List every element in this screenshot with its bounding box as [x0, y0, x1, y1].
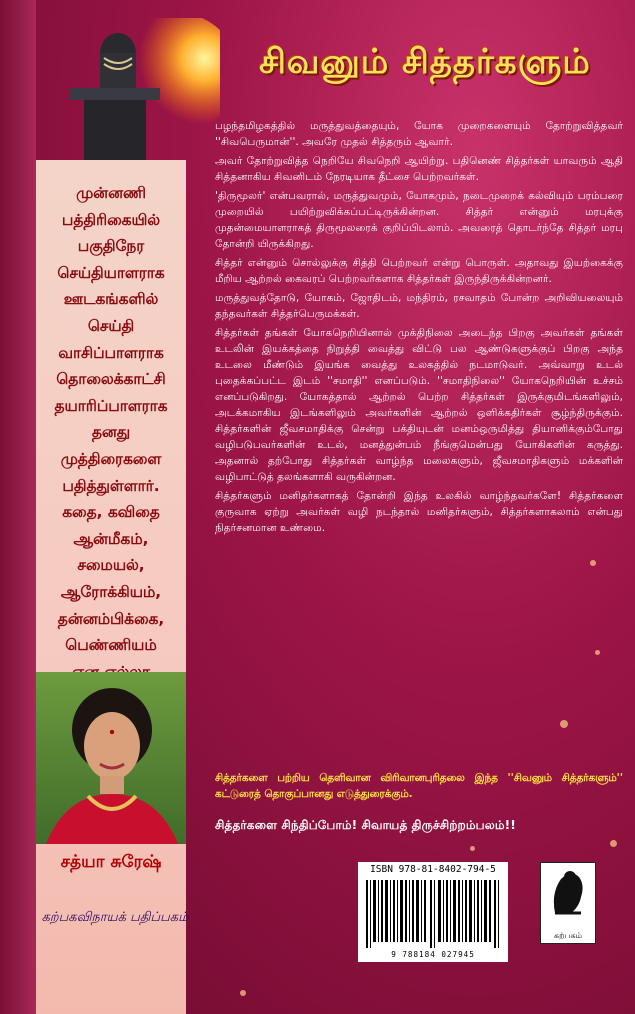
paragraph: சித்தர் என்னும் சொல்லுக்கு சித்தி பெற்றவர் என்று பொருள். அதாவது இயற்கைக்கு மீறிய ஆற்றல் கைவரப் பெற்றவர்களாக சித்தர்கள் இருந்திருக்கின்றனர். [215, 257, 623, 285]
sparkle [610, 840, 617, 847]
sparkle [240, 990, 246, 996]
sparkle [595, 650, 600, 655]
bio-line: பகுதிநேர [77, 237, 145, 256]
author-portrait-icon [36, 672, 186, 844]
left-edge-border [0, 0, 36, 1014]
isbn-label: ISBN 978-81-8402-794-5 [370, 864, 496, 875]
book-title: சிவனும் சித்தர்களும் [259, 42, 591, 82]
bio-line: தன்னம்பிக்கை, [57, 609, 165, 628]
paragraph: அவர் தோற்றுவித்த நெறியே சிவநெறி ஆயிற்று. பதினெண் சித்தர்கள் யாவரும் ஆதி சித்தனாகிய சிவனிடம் நேரடியாக தீட்சை பெற்றவர்கள். [215, 155, 623, 183]
sparkle [590, 560, 596, 566]
author-photo [36, 672, 186, 844]
isbn-barcode [358, 862, 508, 962]
paragraph: சித்தர்கள் தங்கள் யோகநெறியினால் முக்திநிலை அடைந்த பிறகு அவர்கள் தங்கள் உடலின் இயக்கத்தை நிறுத்தி வைத்து விட்டு பல ஆண்டுகளுக்குப் பிறகு அந்த உடலை மீண்டும் இயங்க வைத்து உலகத்தில் நடமாடுவர். அவ்வாறு உடல் புதைக்கப்பட்ட இடம் ''சமாதி'' எனப்படும். ''சமாதிநிலை'' யோகநெறியின் உச்சம் எனப்படுகிறது. யோகத்தால் ஆற்றல் பெற்ற சித்தர்கள் இருக்குமிடங்களிலும், அடக்கமாகிய இடங்களிலும் அவர்களின் ஆற்றல் ஒளிக்கதிர்கள் சூழ்ந்திருக்கும். சித்தர்களின் ஜீவசமாதிக்கு சென்று பக்தியுடன் மனம்ஒருமித்து தியானிக்கும்போது வழிபடுபவர்களின் உடல், மனத்துன்பம் நீங்குமென்பது யோகிகளின் கருத்து. அதனால் தற்போது சித்தர்கள் வாழ்ந்த மலைகளும், ஜீவசமாதிகளும் மக்களின் வழிபாட்டுத் தலங்களாகி வருகின்றன. [215, 327, 623, 483]
paragraph: மருத்துவத்தோடு, யோகம், ஜோதிடம், மந்திரம், ரசவாதம் போன்ற அறிவியலையும் தந்தவர்கள் சித்தர்பெருமக்கள். [215, 292, 623, 320]
bio-line: தொலைக்காட்சி [56, 370, 166, 389]
author-name: சத்யா சுரேஷ் [60, 852, 162, 872]
paragraph: சித்தர்களும் மனிதர்களாகத் தோன்றி இந்த உலகில் வாழ்ந்தவர்களே! சித்தர்களை குருவாக ஏற்று அவர்கள் வழி நடந்தால் மனிதர்களும், சித்தர்களாகலாம் என்பது நிதர்சனமான உண்மை. [215, 490, 623, 534]
bio-line: சமையல், [77, 556, 145, 575]
bio-line: வாசிப்பாளராக [58, 343, 164, 362]
isbn-digits: 9 788184 027945 [391, 950, 475, 959]
bio-line: செய்தியாளராக [57, 263, 165, 282]
bio-line: பத்திரிகையில் [61, 210, 161, 229]
barcode-icon [366, 880, 500, 948]
slogan: சித்தர்களை சிந்திப்போம்! சிவாயத் திருச்சிற்றம்பலம்!! [215, 818, 516, 832]
bio-line: செய்தி [87, 316, 135, 335]
bio-line: கதை, கவிதை [62, 503, 160, 522]
shiva-lingam-image [70, 18, 220, 168]
publisher-logo-icon [541, 863, 595, 925]
paragraph: 'திருமூலர்' என்பவரால், மருத்துவமும், யோகமும், நடைமுறைக் கல்வியும் பரம்பரை முறையில் பயிற்றுவிக்கப்பட்டிருக்கின்றன. சித்தர் என்னும் மரபுக்கு முதன்மையாளராகத் திருமூலரைக் குறிப்பிடலாம். அவரைத் தொடர்ந்தே சித்தர் மரபு தோன்றி யிருக்கிறது. [215, 190, 623, 250]
closing-note: சித்தர்களை பற்றிய தெளிவான விரிவானபுரிதலை இந்த ''சிவனும் சித்தர்களும்'' கட்டுரைத் தொகுப்பானது எடுத்துரைக்கும். [215, 772, 623, 800]
paragraph: பழந்தமிழகத்தில் மருத்துவத்தையும், யோக முறைகளையும் தோற்றுவித்தவர் ''சிவபெருமான்''. அவரே முதல் சித்தரும் ஆவார். [215, 120, 623, 148]
bio-line: ஆன்மீகம், [73, 529, 149, 548]
bio-line: தயாரிப்பாளராக [54, 396, 168, 415]
bio-line: முத்திரைகளை [60, 449, 162, 468]
bio-line: ஆரோக்கியம், [60, 582, 162, 601]
sparkle [470, 846, 475, 851]
bio-line: ஊடகங்களில் [63, 290, 159, 309]
publisher-logo-name: கற்பகம் [553, 931, 583, 940]
bio-line: முன்னணி [76, 184, 146, 202]
bio-line: தனது [91, 423, 131, 442]
publisher-signature: கற்பகவிநாயக் பதிப்பகம் [41, 910, 189, 925]
bio-line: பதித்துள்ளார். [62, 476, 160, 495]
bio-line: பெண்ணியம் [65, 636, 157, 655]
sparkle [560, 720, 568, 728]
publisher-logo [540, 862, 596, 944]
synopsis [215, 118, 623, 539]
